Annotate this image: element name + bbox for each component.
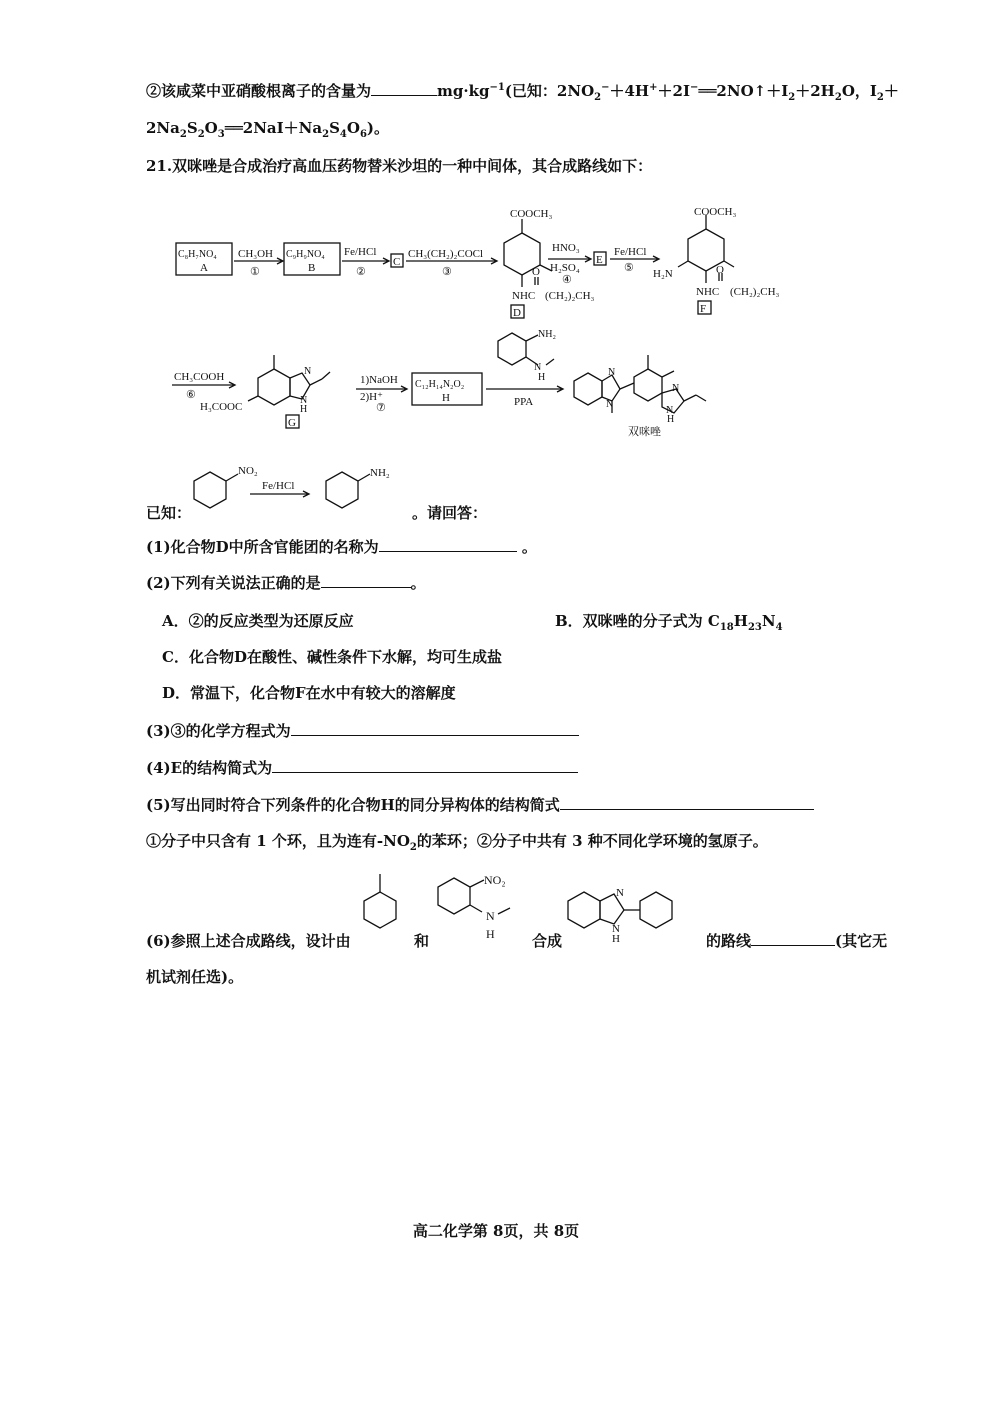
label-F: F [700, 303, 707, 315]
question-5 [146, 794, 814, 815]
q6-no2: NO₂ [484, 873, 506, 887]
compound-F [678, 215, 734, 283]
sup: − [689, 82, 699, 93]
q6-and: 和 [414, 932, 430, 950]
page-footer: 高二化学第 8页，共 8页 [412, 1222, 580, 1240]
sub: 2 [179, 129, 187, 140]
answer-blank-4[interactable] [272, 758, 578, 773]
step-5: ⑤ [624, 262, 634, 274]
F-chain: (CH₂)₂CH₃ [730, 286, 780, 298]
known-no2: NO₂ [238, 465, 258, 477]
sup: − [601, 82, 610, 93]
q20-text: ②该咸菜中亚硝酸根离子的含量为 [146, 82, 372, 100]
reagent-8-h: H [538, 372, 546, 383]
question-3-text: (3)③的化学方程式为 [146, 722, 291, 740]
unit: mg·kg [437, 82, 490, 100]
D-nhc: NHC [512, 290, 536, 302]
q6-tail: (其它无 [835, 932, 888, 950]
known-reaction [190, 458, 430, 518]
F-cooch3: COOCH₃ [694, 206, 737, 218]
given-text: (已知：2NO [504, 82, 595, 100]
answer-blank-5[interactable] [560, 795, 814, 810]
reagent-4a: HNO₃ [552, 242, 580, 254]
step-6: ⑥ [186, 389, 196, 401]
reagent-7b: 2)H⁺ [360, 391, 383, 403]
product-name: 双咪唑 [628, 426, 661, 438]
q6-n: N [486, 909, 495, 923]
given-text: ══2NO↑＋I [698, 82, 789, 100]
compound-D [504, 219, 552, 287]
question-5-text: (5)写出同时符合下列条件的化合物H的同分异构体的结构简式 [146, 796, 560, 814]
given-text: O [204, 119, 218, 137]
punct: 。 [521, 538, 537, 556]
sub: 2 [322, 129, 330, 140]
D-cooch3: COOCH₃ [510, 208, 553, 220]
D-chain: (CH₂)₂CH₃ [545, 290, 595, 302]
G-h3cooc: H₃COOC [200, 401, 243, 413]
label-C: C [393, 256, 401, 268]
question-4-text: (4)E的结构简式为 [146, 759, 273, 777]
option-B [555, 610, 783, 633]
condition-text: ①分子中只含有 1 个环，且为连有-NO [146, 832, 410, 850]
given-text: )。 [366, 119, 390, 137]
formula-B: C₉H₉NO₄ [286, 249, 325, 260]
question-6: (6)参照上述合成路线，设计由 [146, 932, 351, 950]
G-n: N [304, 366, 312, 377]
question-3 [146, 720, 579, 741]
reagent-2: Fe/HCl [344, 246, 377, 258]
q6-route [706, 930, 887, 951]
sub: 23 [747, 622, 762, 633]
punct: 。 [410, 574, 426, 592]
sub: 3 [217, 129, 225, 140]
sub: 2 [594, 92, 602, 103]
label-D: D [513, 307, 521, 319]
synthesis-scheme [150, 195, 850, 455]
answer-blank[interactable] [371, 81, 437, 96]
given-text: ＋ [883, 82, 899, 100]
answer-blank-2[interactable] [321, 573, 411, 588]
reagent-4b: H₂SO₄ [550, 262, 580, 274]
given-text: O [346, 119, 360, 137]
formula-H: C₁₂H₁₄N₂O₂ [415, 379, 465, 390]
question-6-line2: 机试剂任选)。 [146, 968, 244, 986]
answer-blank-3[interactable] [291, 721, 579, 736]
label-H: H [442, 392, 450, 404]
reagent-3: CH₃(CH₂)₂COCl [408, 248, 484, 260]
F-h2n: H₂N [653, 268, 673, 280]
sub: 2 [834, 92, 842, 103]
given-text: ＋2I [657, 82, 690, 100]
step-1: ① [250, 266, 260, 278]
step-4: ④ [562, 274, 572, 286]
q6-bz-h: H [612, 933, 620, 945]
label-G: G [288, 417, 296, 429]
sub: 2 [409, 842, 417, 853]
question-1-text: (1)化合物D中所含官能团的名称为 [146, 538, 379, 556]
option-A: A．②的反应类型为还原反应 [162, 612, 354, 630]
given-text: ＋4H [609, 82, 650, 100]
reagent-1: CH₃OH [238, 248, 274, 260]
given-text: 2Na [146, 119, 180, 137]
q20-line2 [146, 117, 389, 140]
option-B-text: N [761, 612, 776, 630]
sub: 2 [876, 92, 884, 103]
question-1 [146, 536, 537, 557]
D-oxygen: O [532, 266, 540, 278]
known-reagent: Fe/HCl [262, 480, 295, 492]
known-tail: 。请回答： [412, 504, 488, 522]
product-n4: N [666, 405, 674, 416]
sub: 4 [339, 129, 347, 140]
q6-bz-n1: N [616, 887, 624, 899]
label-E: E [596, 254, 603, 266]
reagent-8-n: N [534, 362, 542, 373]
question-2 [146, 572, 426, 593]
reagent-5: Fe/HCl [614, 246, 647, 258]
product-n2: N [606, 399, 614, 410]
F-oxygen: O [716, 264, 724, 276]
step-3: ③ [442, 266, 452, 278]
label-A: A [200, 262, 208, 274]
sub: 6 [359, 129, 367, 140]
G-h: H [300, 404, 308, 415]
sup: + [649, 82, 658, 93]
compound-G [248, 355, 330, 405]
given-text: ＋2H [795, 82, 835, 100]
F-nhc: NHC [696, 286, 720, 298]
known-label: 已知： [146, 504, 192, 522]
toluene [364, 874, 396, 928]
q6-make: 合成 [532, 932, 563, 950]
q6-h: H [486, 927, 495, 941]
unit-sup: −1 [489, 82, 505, 93]
label-B: B [308, 262, 316, 274]
given-text: O，I [841, 82, 877, 100]
answer-blank-1[interactable] [379, 537, 517, 552]
known-nh2: NH₂ [370, 467, 390, 479]
sub: 18 [719, 622, 734, 633]
condition-text: 的苯环；②分子中共有 3 种不同化学环境的氢原子。 [416, 832, 768, 850]
q6-bz-n2: N [612, 923, 620, 935]
product-h: H [667, 414, 675, 425]
given-text: S [186, 119, 198, 137]
given-text: ══2NaI＋Na [224, 119, 323, 137]
step-2: ② [356, 266, 366, 278]
q6-route-text: 的路线 [706, 932, 752, 950]
reagent-7a: 1)NaOH [360, 374, 398, 386]
product-n3: N [672, 383, 680, 394]
option-C: C．化合物D在酸性、碱性条件下水解，均可生成盐 [162, 648, 502, 666]
G-nh: N [300, 395, 308, 406]
given-text: S [329, 119, 340, 137]
answer-blank-6[interactable] [751, 931, 835, 946]
step-7: ⑦ [376, 402, 386, 414]
sub: 4 [775, 622, 783, 633]
question-5-conditions [146, 830, 768, 853]
option-B-text: H [733, 612, 748, 630]
q21-intro: 21.双咪唑是合成治疗高血压药物替米沙坦的一种中间体，其合成路线如下： [146, 157, 653, 175]
sub: 2 [788, 92, 796, 103]
question-6-structures [350, 862, 710, 952]
option-D: D．常温下，化合物F在水中有较大的溶解度 [162, 684, 456, 702]
reagent-8: PPA [514, 396, 534, 408]
question-2-text: (2)下列有关说法正确的是 [146, 574, 321, 592]
reagent-8-nh2: NH₂ [538, 329, 556, 340]
option-B-text: B．双咪唑的分子式为 C [555, 612, 720, 630]
product-bis-imidazole [574, 355, 706, 413]
product-n1: N [608, 367, 616, 378]
question-4 [146, 757, 578, 778]
reagent-6: CH₃COOH [174, 371, 225, 383]
q20-line1 [146, 80, 899, 103]
sub: 2 [197, 129, 205, 140]
formula-A: C₈H₇NO₄ [178, 249, 217, 260]
